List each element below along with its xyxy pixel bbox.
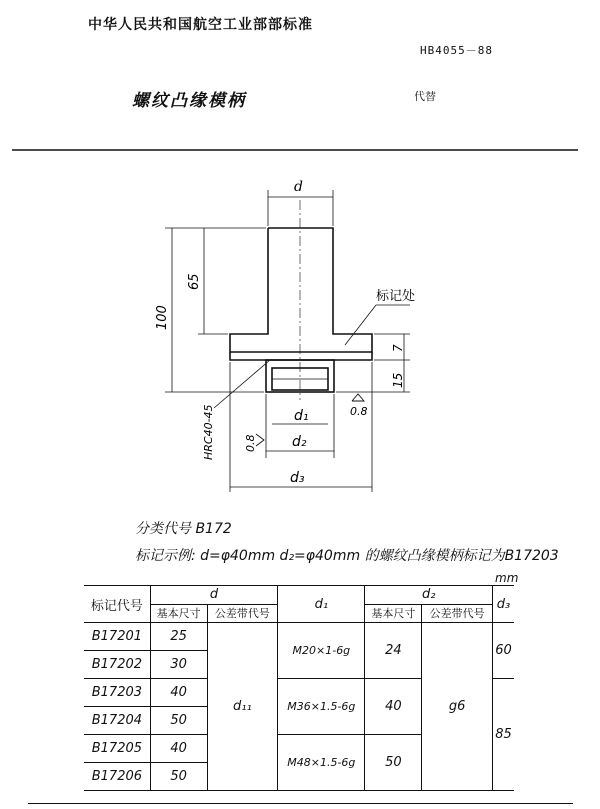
dim-d3-label: d₃ [290,470,305,486]
d2-tolerance-cell: g6 [422,623,493,791]
header-d2-basic: 基本尺寸 [365,604,422,623]
dim-15-label: 15 [391,372,405,388]
d2-basic-1: 24 [365,623,422,679]
table-row-d: 40 [150,735,207,763]
standard-number: HB4055－88 [420,44,493,57]
table-row-d: 25 [150,623,207,651]
roughness-08b: 0.8 [244,434,257,452]
header-d3: d₃ [492,586,514,623]
dim-d1-label: d₁ [294,408,309,424]
dim-height [165,228,266,392]
replaces-label: 代替 [414,90,436,103]
dim-100-label: 100 [155,305,170,330]
dim-65-label: 65 [187,273,202,290]
d-tolerance-cell: d₁₁ [207,623,278,791]
dimension-table [84,585,514,791]
header-d: d [150,586,277,605]
header-mark-code: 标记代号 [84,586,150,623]
d1-group-3: M48×1.5-6g [278,735,365,791]
marking-example: 标记示例: d=φ40mm d₂=φ40mm 的螺纹凸缘模柄标记为B17203 [135,548,559,564]
table-row-code: B17205 [84,735,150,763]
table-row-code: B17202 [84,651,150,679]
d1-group-2: M36×1.5-6g [278,679,365,735]
roughness-symbol-a [352,394,364,401]
dim-d-label: d [294,179,303,195]
chamfer-label: HRC40-45 [202,404,215,460]
table-row-code: B17206 [84,763,150,791]
part-outline [230,228,372,392]
table-row-d: 50 [150,707,207,735]
dim-d2-label: d₂ [292,434,307,450]
d3-value-1: 60 [492,623,514,679]
table-row-d: 30 [150,651,207,679]
header-d-basic: 基本尺寸 [150,604,207,623]
table-row-d: 40 [150,679,207,707]
table-row-code: B17203 [84,679,150,707]
organization-heading: 中华人民共和国航空工业部部标准 [88,17,313,33]
dim-d-top [268,190,333,226]
table-row-code: B17201 [84,623,150,651]
header-d2-tolerance: 公差带代号 [422,604,493,623]
unit-label: mm [495,571,519,585]
header-d-tolerance: 公差带代号 [207,604,278,623]
d2-basic-3: 50 [365,735,422,791]
footer-rule [28,803,573,804]
header-d2: d₂ [365,586,492,605]
table-row-d: 50 [150,763,207,791]
table-row-code: B17204 [84,707,150,735]
header-d1: d₁ [278,586,365,623]
classification-code: 分类代号 B172 [135,521,232,537]
document-title: 螺纹凸缘模柄 [132,91,246,111]
roughness-symbol-b [256,434,264,446]
d2-basic-2: 40 [365,679,422,735]
roughness-08a: 0.8 [350,405,368,418]
d3-value-2: 85 [492,679,514,791]
dim-7-label: 7 [391,344,405,352]
d1-group-1: M20×1-6g [278,623,365,679]
mark-location-label: 标记处 [376,289,416,304]
